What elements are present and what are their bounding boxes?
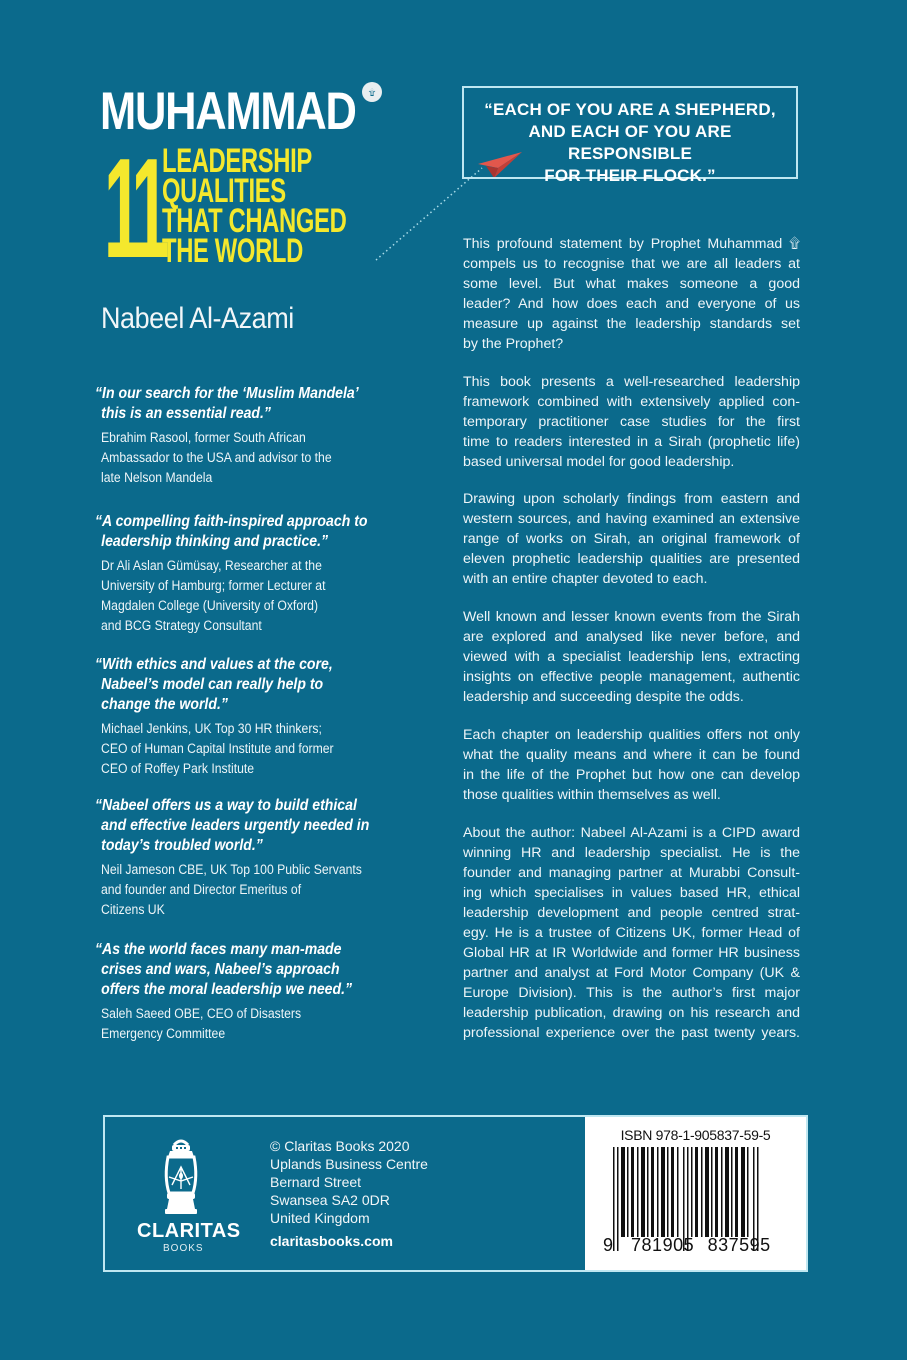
description-paragraph bbox=[463, 725, 800, 805]
text-line: eleven prophetic leadership qualities are presented bbox=[463, 551, 800, 567]
attribution-line: Neil Jameson CBE, UK Top 100 Public Servants bbox=[101, 862, 362, 878]
publisher-brand-sub: BOOKS bbox=[163, 1243, 204, 1254]
attribution-line: CEO of Human Capital Institute and former bbox=[101, 741, 334, 757]
text-line: with an entire chapter devoted to each. bbox=[463, 571, 708, 587]
text-line: in the life of the Prophet but how one can develop bbox=[463, 767, 800, 783]
barcode-digit-group: 837595 bbox=[707, 1235, 771, 1255]
barcode-digit-lead: 9 bbox=[603, 1235, 614, 1255]
attribution-line: Dr Ali Aslan Gümüsay, Researcher at the bbox=[101, 558, 322, 574]
attribution-line: University of Hamburg; former Lecturer at bbox=[101, 578, 326, 594]
title-number: 11 bbox=[104, 129, 163, 288]
quote-line: this is an essential read.” bbox=[101, 405, 271, 422]
quote-line: leadership thinking and practice.” bbox=[101, 533, 329, 550]
attribution-line: Saleh Saeed OBE, CEO of Disasters bbox=[101, 1006, 302, 1022]
quote-line: “A compelling faith-inspired approach to bbox=[95, 513, 368, 530]
book-title: MUHAMMAD bbox=[100, 82, 356, 141]
text-line: winning HR and leadership specialist. He is the bbox=[463, 845, 800, 861]
text-line: temporary practitioner case studies for the first bbox=[463, 414, 800, 430]
quote-line: today’s troubled world.” bbox=[101, 837, 263, 854]
endorsement-quote bbox=[95, 655, 359, 715]
subtitle-line: LEADERSHIP bbox=[162, 142, 312, 180]
endorsement-attribution bbox=[95, 556, 353, 636]
endorsement bbox=[95, 384, 395, 488]
publisher-address bbox=[270, 1137, 428, 1227]
quote-line: AND EACH OF YOU ARE RESPONSIBLE bbox=[528, 122, 732, 163]
description-paragraph bbox=[463, 234, 800, 354]
text-line: those qualities within themselves as well. bbox=[463, 787, 721, 803]
featured-quote bbox=[464, 99, 796, 187]
endorsement bbox=[95, 512, 395, 636]
text-line: leadership publication, drawing on his research and bbox=[463, 1005, 800, 1021]
quote-line: “With ethics and values at the core, bbox=[95, 656, 333, 673]
text-line: framework combined with extensively applied con- bbox=[463, 394, 800, 410]
endorsement-quote bbox=[95, 512, 368, 552]
text-line: egy. He is a trustee of Citizens UK, former Head of bbox=[463, 925, 800, 941]
description-paragraph bbox=[463, 372, 800, 472]
quote-line: offers the moral leadership we need.” bbox=[101, 981, 353, 998]
book-subtitle bbox=[162, 142, 347, 270]
barcode-panel bbox=[585, 1117, 806, 1270]
endorsement-quote bbox=[95, 940, 359, 1000]
text-line: leadership and succeeding despite the odds. bbox=[463, 689, 744, 705]
subtitle-line: THE WORLD bbox=[162, 232, 303, 270]
quote-line: “EACH OF YOU ARE A SHEPHERD, bbox=[484, 100, 776, 119]
publisher-panel bbox=[103, 1115, 808, 1272]
about-the-author bbox=[463, 823, 800, 1043]
text-line: About the author: Nabeel Al-Azami is a CIPD award bbox=[463, 825, 800, 841]
attribution-line: Ambassador to the USA and advisor to the bbox=[101, 450, 332, 466]
text-line: viewed with a specialist leadership lens, extracting bbox=[463, 649, 800, 665]
text-line: Well known and lesser known events from the Sirah bbox=[463, 609, 800, 625]
text-line: measure up against the leadership standards set bbox=[463, 316, 800, 332]
address-line: © Claritas Books 2020 bbox=[270, 1138, 410, 1154]
endorsement-attribution bbox=[95, 428, 353, 488]
quote-line: and effective leaders urgently needed in bbox=[101, 817, 370, 834]
text-line: insights on effective people management, authentic bbox=[463, 669, 800, 685]
quote-line: crises and wars, Nabeel’s approach bbox=[101, 961, 340, 978]
text-line: partner and analyst at Ford Motor Company (UK & bbox=[463, 965, 800, 981]
endorsement bbox=[95, 796, 395, 920]
address-line: United Kingdom bbox=[270, 1210, 370, 1226]
text-line: Global HR at IR Worldwide and former HR business bbox=[463, 945, 800, 961]
endorsement-quote bbox=[95, 796, 370, 856]
subtitle-line: THAT CHANGED bbox=[162, 202, 347, 240]
endorsement bbox=[95, 940, 395, 1044]
text-line: Each chapter on leadership qualities offers not only bbox=[463, 727, 800, 743]
featured-quote-box bbox=[462, 86, 798, 185]
attribution-line: CEO of Roffey Park Institute bbox=[101, 761, 255, 777]
text-line: are explored and analysed like never before, and bbox=[463, 629, 800, 645]
quote-line: “In our search for the ‘Muslim Mandela’ bbox=[95, 385, 359, 402]
text-line: Drawing upon scholarly findings from eastern and bbox=[463, 491, 800, 507]
text-line: compels us to recognise that we are all leaders at bbox=[463, 256, 800, 272]
attribution-line: late Nelson Mandela bbox=[101, 470, 213, 486]
text-line: ing which specialises in values based HR, ethical bbox=[463, 885, 800, 901]
barcode-digits bbox=[603, 1235, 771, 1256]
address-line: Swansea SA2 0DR bbox=[270, 1192, 390, 1208]
subtitle-line: QUALITIES bbox=[162, 172, 286, 210]
attribution-line: and BCG Strategy Consultant bbox=[101, 618, 262, 634]
endorsement-quote bbox=[95, 384, 359, 424]
pbuh-seal-icon: ۩ bbox=[362, 82, 382, 102]
author-name: Nabeel Al-Azami bbox=[101, 302, 294, 335]
address-line: Bernard Street bbox=[270, 1174, 362, 1190]
text-line: leadership development and people centred strat- bbox=[463, 905, 800, 921]
description-paragraph bbox=[463, 607, 800, 707]
endorsement-attribution bbox=[95, 860, 362, 920]
description-paragraph bbox=[463, 489, 800, 589]
quote-line: “As the world faces many man-made bbox=[95, 941, 342, 958]
endorsement bbox=[95, 655, 395, 779]
publisher-brand: CLARITAS bbox=[137, 1220, 241, 1242]
attribution-line: Emergency Committee bbox=[101, 1026, 226, 1042]
text-line: leader? And how does each and everyone of us bbox=[463, 296, 800, 312]
text-line: by the Prophet? bbox=[463, 336, 564, 352]
text-line: This profound statement by Prophet Muhammad ۩ bbox=[463, 236, 800, 252]
text-line: founder and managing partner at Murabbi Consult- bbox=[463, 865, 800, 881]
attribution-line: and founder and Director Emeritus of bbox=[101, 882, 302, 898]
quote-line: change the world.” bbox=[101, 696, 228, 713]
quote-line: FOR THEIR FLOCK.” bbox=[544, 166, 716, 185]
barcode-digit-group: 781905 bbox=[631, 1235, 695, 1255]
endorsement-attribution bbox=[95, 719, 353, 779]
text-line: range of works on Sirah, an original framework of bbox=[463, 531, 800, 547]
attribution-line: Citizens UK bbox=[101, 902, 165, 918]
endorsement-attribution bbox=[95, 1004, 353, 1044]
quote-line: Nabeel’s model can really help to bbox=[101, 676, 324, 693]
text-line: This book presents a well-researched leadership bbox=[463, 374, 800, 390]
isbn-number: ISBN 978-1-905837-59-5 bbox=[620, 1127, 771, 1143]
text-line: some level. But what makes someone a good bbox=[463, 276, 800, 292]
quote-line: “Nabeel offers us a way to build ethical bbox=[95, 797, 357, 814]
text-line: western sources, and having examined an extensive bbox=[463, 511, 800, 527]
attribution-line: Michael Jenkins, UK Top 30 HR thinkers; bbox=[101, 721, 322, 737]
attribution-line: Magdalen College (University of Oxford) bbox=[101, 598, 319, 614]
address-line: Uplands Business Centre bbox=[270, 1156, 428, 1172]
attribution-line: Ebrahim Rasool, former South African bbox=[101, 430, 306, 446]
text-line: time to readers interested in a Sirah (prophetic life) bbox=[463, 434, 800, 450]
publisher-website-link[interactable]: claritasbooks.com bbox=[270, 1233, 393, 1249]
text-line: professional experience over the past twenty years. bbox=[463, 1025, 800, 1041]
lantern-icon bbox=[160, 1137, 202, 1217]
text-line: what the quality means and where it can be found bbox=[463, 747, 800, 763]
text-line: Europe Division). This is the author’s first major bbox=[463, 985, 800, 1001]
text-line: based universal model for good leadership. bbox=[463, 454, 735, 470]
